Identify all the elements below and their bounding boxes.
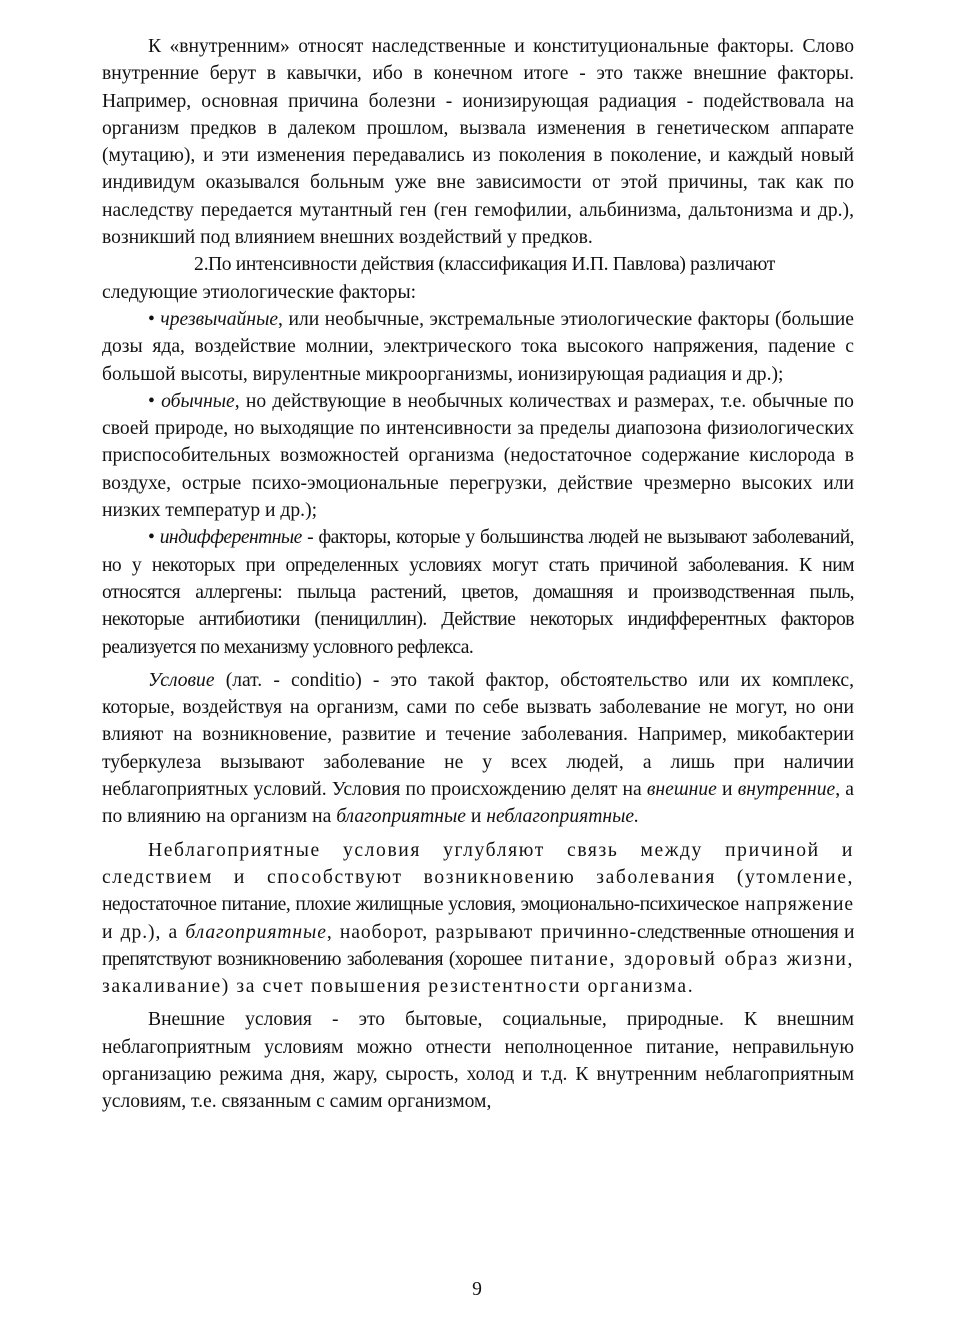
bullet-marker: •: [148, 390, 155, 412]
term-favorable: благоприятные: [336, 806, 466, 828]
term-condition: Условие: [148, 669, 215, 691]
bullet-ordinary: [102, 388, 854, 524]
paragraph-condition: [102, 667, 854, 831]
term-indifferent: индифферентные: [159, 527, 302, 549]
unfavorable-text-e: следственные отношения и препятствуют возникновению заболевания (хорошее: [102, 921, 854, 970]
unfavorable-text-a: Неблагоприятные условия углубляют связь между причиной и следствием и способствуют возникновению заболевания (утомление,: [102, 839, 854, 888]
bullet-indifferent-text: - факторы, которые у большинства людей не вызывают заболеваний, но у некоторых при определенных условиях могут стать причиной заболевания. К ним относятся аллергены: пыльца растений, цветов, домашняя и производственная пыль, некоторые антибиотики (пенициллин). Действие некоторых индифферентных факторов реализуется по механизму условного рефлекса.: [102, 527, 854, 658]
condition-text: (лат. - conditio) - это такой фактор, обстоятельство или их комплекс, которые, воздействуя на организм, сами по себе вызвать заболевание не могут, но они влияют на возникновение, развитие и течение заболевания. Например, микобактерии туберкулеза вызывают заболевание не у всех людей, а лишь при наличии неблагоприятных условий. Условия по происхождению делят на: [102, 669, 854, 801]
bullet-indifferent: [102, 524, 854, 660]
paragraph-external-conditions: Внешние условия - это бытовые, социальные, природные. К внешним неблагоприятным условиям можно отнести неполноценное питание, неправильную организацию режима дня, жару, сырость, холод и т.д. К внутренним неблагоприятным условиям, т.е. связанным с самим организмом,: [102, 1009, 854, 1113]
unfavorable-text-f: питание, здоровый образ жизни, закаливание) за счет повышения резистентности организма.: [102, 948, 854, 998]
paragraph-intensity-heading: [102, 251, 854, 278]
condition-and-2: и: [465, 806, 487, 828]
paragraph-intensity-continuation: следующие этиологические факторы:: [102, 281, 417, 303]
page-number: 9: [472, 1279, 482, 1300]
term-external: внешние: [646, 779, 717, 801]
document-body: [102, 33, 854, 1116]
bullet-marker: •: [148, 308, 155, 330]
term-favorable-2: благоприятные: [185, 921, 327, 943]
term-internal: внутренние: [737, 779, 836, 801]
bullet-ordinary-text: , но действующие в необычных количествах и размерах, т.е. обычные по своей природе, но выходящие по интенсивности за пределы диапозона физиологических приспособительных возможностей организма (недостаточное содержание кислорода в воздухе, острые психо-эмоциональные перегрузки, действие чрезмерно высоких или низких температур и др.);: [102, 390, 854, 522]
intensity-heading-text: По интенсивности действия (классификация И.П. Павлова) различают: [208, 254, 775, 276]
paragraph-internal-factors: К «внутренним» относят наследственные и конституциональные факторы. Слово внутренние берут в кавычки, ибо в конечном итоге - это также внешние факторы. Например, основная причина болезни - ионизирующая радиация - подействовала на организм предков в далеком прошлом, вызвала изменения в генетическом аппарате (мутацию), и эти изменения передавались из поколения в поколение, и каждый новый индивидум оказывался больным уже вне зависимости от этой причины, так как по наследству передается мутантный ген (ген гемофилии, альбинизма, дальтонизма и др.), возникший под влиянием внешних воздействий у предков.: [102, 36, 854, 249]
term-extraordinary: чрезвычайные: [160, 308, 279, 330]
condition-and: и: [716, 779, 738, 801]
term-ordinary: обычные: [161, 390, 235, 412]
bullet-extraordinary: [102, 306, 854, 388]
unfavorable-text-d: , наоборот, разрывают причинно-: [326, 921, 638, 943]
unfavorable-text-b: недостаточное питание, плохие жилищные условия, эмоционально-психическое: [102, 894, 739, 916]
condition-mid: , а по влиянию на организм на: [102, 779, 854, 828]
term-unfavorable: неблагоприятные.: [486, 806, 639, 828]
unfavorable-text-c: напряжение и др.), а: [102, 894, 854, 943]
paragraph-unfavorable-conditions: [102, 837, 854, 1001]
bullet-extraordinary-text: , или необычные, экстремальные этиологические факторы (большие дозы яда, воздействие молнии, электрического тока высокого напряжения, падение с большой высоты, вирулентные микроорганизмы, ионизирующая радиация и др.);: [102, 308, 854, 385]
list-number: 2.: [194, 254, 209, 276]
bullet-marker: •: [148, 527, 155, 549]
